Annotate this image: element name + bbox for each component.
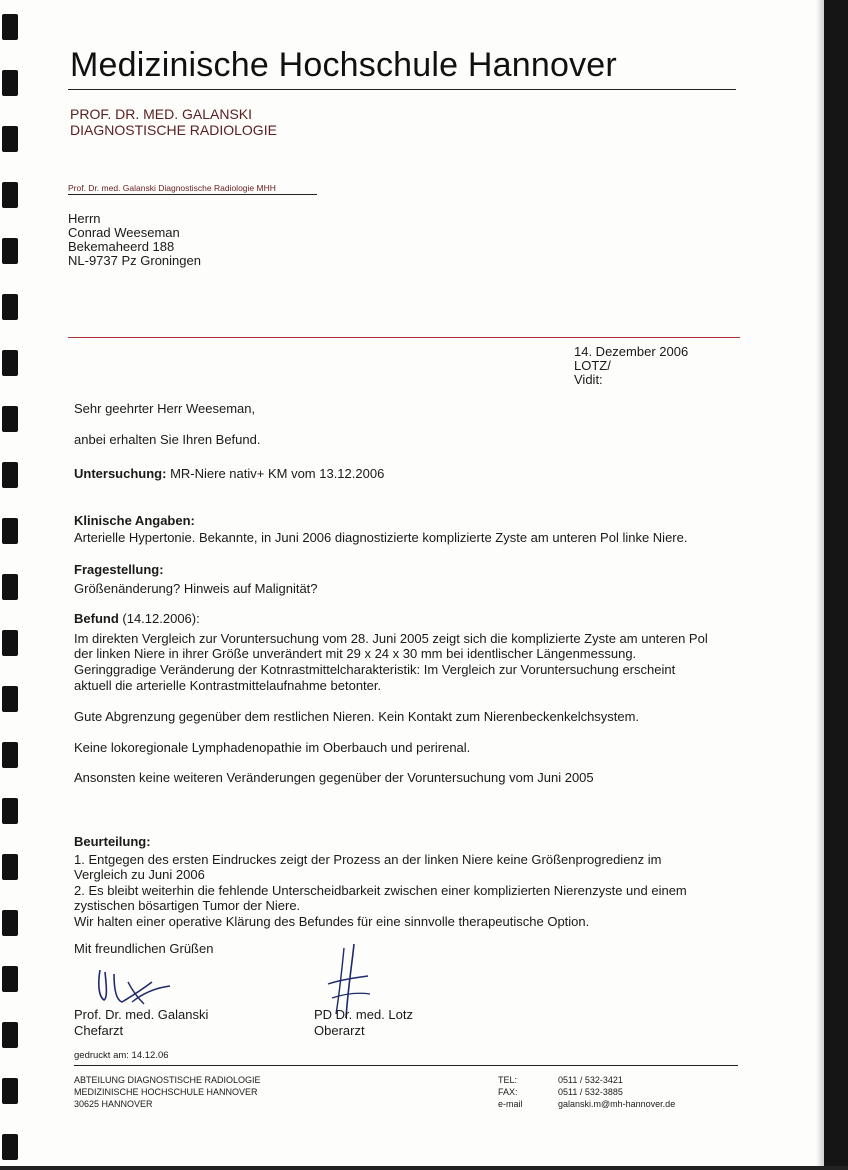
binding-hole [2,574,18,600]
binding-hole [2,182,18,208]
footer-tel-value: 0511 / 532-3421 [558,1075,623,1085]
clinical-text: Arterielle Hypertonie. Bekannte, in Juni 2006 diagnostizierte komplizierte Zyste am unteren Pol linke Niere. [74,530,688,545]
binding-hole [2,518,18,544]
footer-email-value[interactable]: galanski.m@mh-hannover.de [558,1099,676,1109]
binding-hole [2,854,18,880]
binding-hole [2,294,18,320]
intro-text: anbei erhalten Sie Ihren Befund. [74,432,261,447]
findings-label: Befund [74,611,119,626]
assessment-label: Beurteilung: [74,834,151,849]
binding-hole [2,14,18,40]
question-label: Fragestellung: [74,562,164,577]
findings-paragraph-2: Gute Abgrenzung gegenüber dem restlichen Nieren. Kein Kontakt zum Nierenbeckenkelchsystem. [74,709,640,724]
binding-hole [2,1022,18,1048]
closing: Mit freundlichen Grüßen [74,941,214,956]
printed-date: gedruckt am: 14.12.06 [74,1050,169,1061]
signer-2-role: Oberarzt [314,1023,365,1038]
binding-hole [2,350,18,376]
greeting: Sehr geehrter Herr Weeseman, [74,401,256,416]
reference-code: LOTZ/ [574,358,611,373]
exam-line [74,466,384,481]
sender-return-rule [68,194,317,195]
footer-email-label: e-mail [498,1099,523,1109]
scan-edge-right [824,0,848,1170]
recipient-street: Bekemaheerd 188 [68,239,175,254]
binding-hole [2,798,18,824]
binding-hole [2,238,18,264]
binding-hole [2,742,18,768]
binding-hole [2,70,18,96]
signer-1-role: Chefarzt [74,1023,124,1038]
binding-hole [2,1134,18,1160]
letterhead-line-2: DIAGNOSTISCHE RADIOLOGIE [70,122,277,138]
letterhead-title: Medizinische Hochschule Hannover [70,46,617,84]
footer-fax-value: 0511 / 532-3885 [558,1087,623,1097]
signer-1-name: Prof. Dr. med. Galanski [74,1007,209,1022]
assessment-line: zystischen bösartigen Tumor der Niere. [74,898,301,913]
footer-address-line: 30625 HANNOVER [74,1099,153,1109]
vidit-label: Vidit: [574,372,603,387]
binding-hole [2,910,18,936]
binding-hole [2,630,18,656]
signer-2-name: PD Dr. med. Lotz [314,1007,413,1022]
scan-edge-shadow [816,0,824,1170]
clinical-label: Klinische Angaben: [74,513,195,528]
findings-line: Im direkten Vergleich zur Voruntersuchung vom 28. Juni 2005 zeigt sich die komplizierte Zyste am unteren Pol [74,631,708,646]
binding-holes [0,0,22,1170]
recipient-salutation: Herrn [68,211,101,226]
findings-line: aktuell die arterielle Kontrastmittelaufnahme betonter. [74,678,382,693]
scan-edge-bottom [0,1166,848,1170]
findings-paragraph-4: Ansonsten keine weiteren Veränderungen gegenüber der Voruntersuchung vom Juni 2005 [74,770,594,785]
findings-line: der linken Niere in ihrer Größe unverändert mit 29 x 24 x 30 mm bei identlischer Längenmessung. [74,646,637,661]
footer-rule [74,1065,738,1066]
findings-heading [74,611,200,626]
assessment-line: Vergleich zu Juni 2006 [74,867,205,882]
binding-hole [2,126,18,152]
letterhead-rule [68,89,736,90]
findings-date: (14.12.2006): [118,611,200,626]
binding-hole [2,462,18,488]
assessment-line: 2. Es bleibt weiterhin die fehlende Unterscheidbarkeit zwischen einer komplizierten Nierenzyste und einem [74,883,687,898]
findings-line: Geringgradige Veränderung der Kotnrastmittelcharakteristik: Im Vergleich zur Voruntersuchung erscheint [74,662,676,677]
address-rule [68,337,740,338]
recipient-name: Conrad Weeseman [68,225,180,240]
binding-hole [2,966,18,992]
letterhead-line-1: PROF. DR. MED. GALANSKI [70,106,253,122]
binding-hole [2,406,18,432]
footer-fax-label: FAX: [498,1087,518,1097]
footer-address-line: MEDIZINISCHE HOCHSCHULE HANNOVER [74,1087,258,1097]
letter-date: 14. Dezember 2006 [574,344,689,359]
binding-hole [2,1078,18,1104]
recipient-city: NL-9737 Pz Groningen [68,253,201,268]
exam-label: Untersuchung: [74,466,167,481]
footer-tel-label: TEL: [498,1075,518,1085]
assessment-line: Wir halten einer operative Klärung des Befundes für eine sinnvolle therapeutische Option. [74,914,590,929]
findings-paragraph-3: Keine lokoregionale Lymphadenopathie im Oberbauch und perirenal. [74,740,471,755]
footer-address-line: ABTEILUNG DIAGNOSTISCHE RADIOLOGIE [74,1075,261,1085]
binding-hole [2,686,18,712]
sender-return-line: Prof. Dr. med. Galanski Diagnostische Radiologie MHH [68,183,276,193]
question-text: Größenänderung? Hinweis auf Malignität? [74,581,318,596]
exam-value: MR-Niere nativ+ KM vom 13.12.2006 [166,466,385,481]
assessment-line: 1. Entgegen des ersten Eindruckes zeigt der Prozess an der linken Niere keine Größenprogredienz im [74,852,662,867]
